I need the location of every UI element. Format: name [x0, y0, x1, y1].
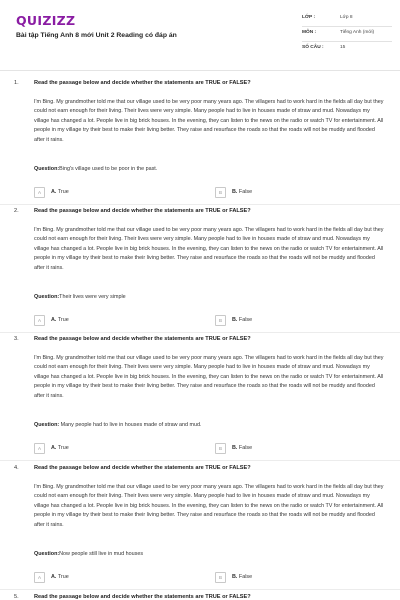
meta-row-count — [302, 42, 392, 56]
question-passage: I'm Bing. My grandmother told me that our village used to be very poor many years ago. The villagers had to work hard in the fields all day but they could not earn enough for their living. Their lives were very simple. Many people had to live in houses made of straw and mud. Nowadays my village has changed a lot. People live in big brick houses. In the evening, they can listen to the news on the radio or watch TV for entertainment. All people in my village try their best to make their living better. They raise and resurface the roads so that the roads will not be muddy and flooded after it rains. — [34, 99, 384, 143]
option-prefix: A. — [51, 317, 57, 323]
question-number: 4. — [14, 465, 19, 471]
meta-row-grade — [302, 12, 392, 27]
quizizz-logo[interactable]: QUIZIZZ — [16, 13, 76, 28]
option-text: True — [57, 189, 69, 195]
meta-label: LỚP : — [302, 15, 316, 20]
option-text: True — [57, 317, 69, 323]
option-checkbox[interactable]: B — [215, 315, 226, 326]
meta-value: 15 — [340, 45, 346, 50]
statement-label: Question: — [34, 294, 60, 300]
meta-row-subject — [302, 27, 392, 42]
option-text: True — [57, 445, 69, 451]
question-statement — [34, 166, 157, 172]
question-divider — [0, 589, 400, 590]
statement-label: Question: — [34, 166, 60, 172]
question-heading: Read the passage below and decide whether the statements are TRUE or FALSE? — [34, 465, 251, 471]
option-checkbox[interactable]: A — [34, 572, 45, 583]
question-number: 5. — [14, 594, 19, 600]
option-checkbox[interactable]: A — [34, 187, 45, 198]
option-prefix: A. — [51, 574, 57, 580]
option-label — [232, 189, 252, 195]
option-text: False — [238, 574, 253, 580]
question-number: 3. — [14, 336, 19, 342]
question-number: 1. — [14, 80, 19, 86]
option-checkbox[interactable]: B — [215, 572, 226, 583]
header-divider — [0, 70, 400, 71]
statement-text: Many people had to live in houses made of straw and mud. — [59, 422, 202, 428]
question-divider — [0, 460, 400, 461]
option-prefix: B. — [232, 574, 238, 580]
worksheet-header — [0, 0, 400, 68]
option-label — [51, 445, 69, 451]
statement-label: Question: — [34, 551, 60, 557]
option-label — [51, 317, 69, 323]
meta-value: Lớp 8 — [340, 15, 353, 20]
question-statement — [34, 422, 202, 428]
statement-label: Question: — [34, 422, 60, 428]
question-heading: Read the passage below and decide whether the statements are TRUE or FALSE? — [34, 208, 251, 214]
option-checkbox[interactable]: B — [215, 187, 226, 198]
statement-text: Their lives were very simple — [59, 294, 126, 300]
page-title: Bài tập Tiếng Anh 8 mới Unit 2 Reading có đáp án — [16, 32, 177, 39]
option-checkbox[interactable]: B — [215, 443, 226, 454]
option-prefix: B. — [232, 317, 238, 323]
meta-value: Tiếng Anh (mới) — [340, 30, 375, 35]
meta-label: SỐ CÂU : — [302, 45, 324, 50]
question-divider — [0, 204, 400, 205]
question-passage: I'm Bing. My grandmother told me that our village used to be very poor many years ago. The villagers had to work hard in the fields all day but they could not earn enough for their living. Their lives were very simple. Many people had to live in houses made of straw and mud. Nowadays my village has changed a lot. People live in big brick houses. In the evening, they can listen to the news on the radio or watch TV for entertainment. All people in my village try their best to make their living better. They raise and resurface the roads so that the roads will not be muddy and flooded after it rains. — [34, 355, 384, 399]
statement-text: Now people still live in mud houses — [59, 551, 144, 557]
option-checkbox[interactable]: A — [34, 443, 45, 454]
meta-label: MÔN : — [302, 30, 317, 35]
option-text: False — [238, 445, 253, 451]
meta-table — [302, 12, 392, 56]
question-divider — [0, 332, 400, 333]
option-label — [51, 574, 69, 580]
option-checkbox[interactable]: A — [34, 315, 45, 326]
option-label — [232, 317, 252, 323]
question-statement — [34, 551, 143, 557]
question-heading: Read the passage below and decide whether the statements are TRUE or FALSE? — [34, 336, 251, 342]
question-passage: I'm Bing. My grandmother told me that our village used to be very poor many years ago. The villagers had to work hard in the fields all day but they could not earn enough for their living. Their lives were very simple. Many people had to live in houses made of straw and mud. Nowadays my village has changed a lot. People live in big brick houses. In the evening, they can listen to the news on the radio or watch TV for entertainment. All people in my village try their best to make their living better. They raise and resurface the roads so that the roads will not be muddy and flooded after it rains. — [34, 227, 384, 271]
option-prefix: B. — [232, 189, 238, 195]
option-prefix: A. — [51, 445, 57, 451]
option-label — [51, 189, 69, 195]
option-text: False — [238, 317, 253, 323]
option-text: False — [238, 189, 253, 195]
question-statement — [34, 294, 126, 300]
option-label — [232, 574, 252, 580]
option-label — [232, 445, 252, 451]
question-passage: I'm Bing. My grandmother told me that our village used to be very poor many years ago. The villagers had to work hard in the fields all day but they could not earn enough for their living. Their lives were very simple. Many people had to live in houses made of straw and mud. Nowadays my village has changed a lot. People live in big brick houses. In the evening, they can listen to the news on the radio or watch TV for entertainment. All people in my village try their best to make their living better. They raise and resurface the roads so that the roads will not be muddy and flooded after it rains. — [34, 484, 384, 528]
option-prefix: A. — [51, 189, 57, 195]
option-prefix: B. — [232, 445, 238, 451]
question-number: 2. — [14, 208, 19, 214]
statement-text: Bing's village used to be poor in the past. — [59, 166, 158, 172]
option-text: True — [57, 574, 69, 580]
question-heading: Read the passage below and decide whether the statements are TRUE or FALSE? — [34, 80, 251, 86]
question-heading: Read the passage below and decide whether the statements are TRUE or FALSE? — [34, 594, 251, 600]
